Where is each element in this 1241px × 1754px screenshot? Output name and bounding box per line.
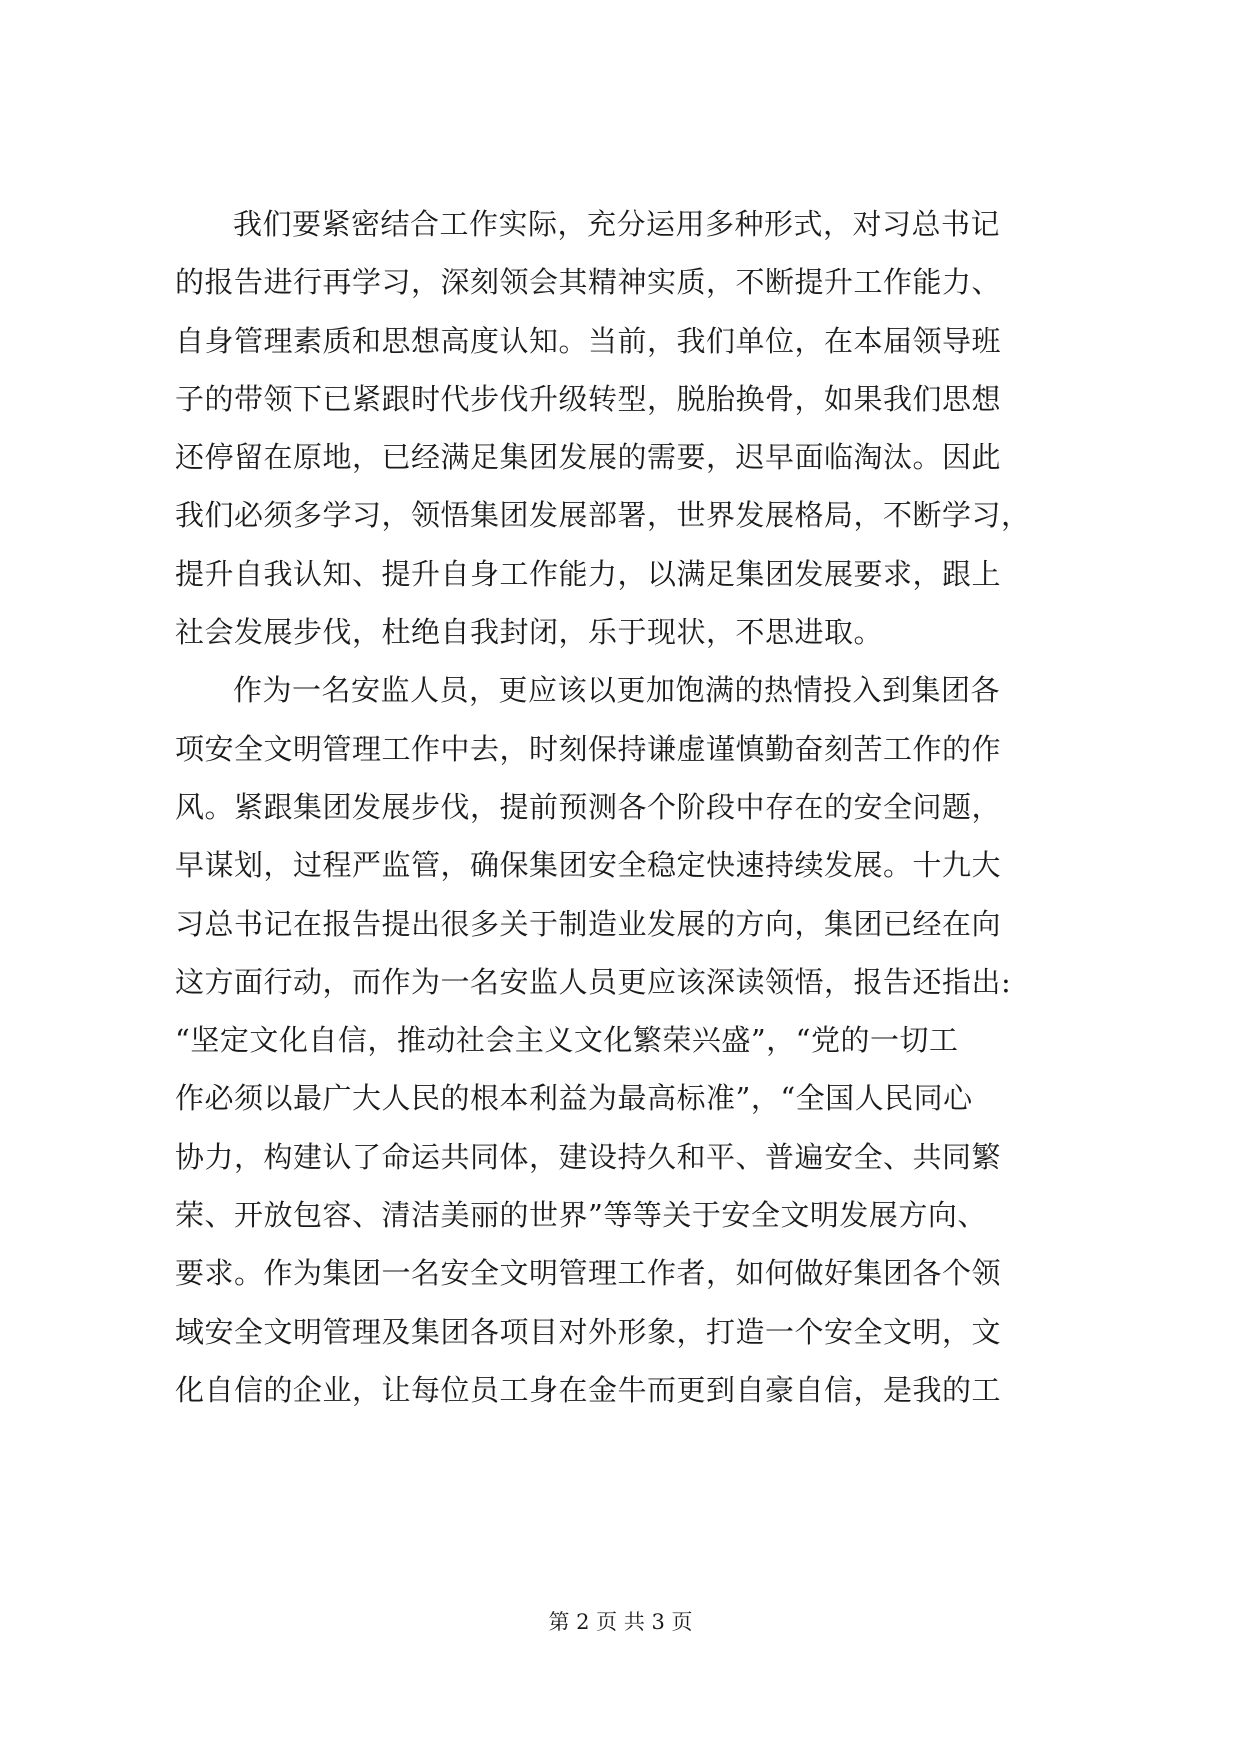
text-line: 还停留在原地，已经满足集团发展的需要，迟早面临淘汰。因此 [175, 440, 1002, 475]
text-line: 子的带领下已紧跟时代步伐升级转型，脱胎换骨，如果我们思想 [175, 381, 1002, 416]
text-line: “坚定文化自信，推动社会主义文化繁荣兴盛”，“党的一切工 [175, 1023, 959, 1058]
text-line: 我们必须多学习，领悟集团发展部署，世界发展格局，不断学习， [175, 498, 1031, 533]
text-line: 我们要紧密结合工作实际，充分运用多种形式，对习总书记 [233, 207, 1001, 241]
document-body [175, 195, 1065, 1419]
text-line: 社会发展步伐，杜绝自我封闭，乐于现状，不思进取。 [175, 615, 884, 650]
page-number-footer: 第 2 页 共 3 页 [548, 1610, 693, 1634]
text-line: 作必须以最广大人民的根本利益为最高标准”，“全国人民同心 [175, 1081, 973, 1116]
text-line: 提升自我认知、提升自身工作能力，以满足集团发展要求，跟上 [175, 556, 1002, 591]
text-line: 自身管理素质和思想高度认知。当前，我们单位，在本届领导班 [175, 323, 1002, 358]
text-line: 项安全文明管理工作中去，时刻保持谦虚谨慎勤奋刻苦工作的作 [175, 731, 1002, 766]
text-line: 协力，构建认了命运共同体，建设持久和平、普遍安全、共同繁 [175, 1139, 1002, 1174]
text-line: 荣、开放包容、清洁美丽的世界”等等关于安全文明发展方向、 [175, 1198, 987, 1233]
text-line: 作为一名安监人员，更应该以更加饱满的热情投入到集团各 [233, 673, 1001, 708]
text-line: 风。紧跟集团发展步伐，提前预测各个阶段中存在的安全问题， [175, 789, 1002, 824]
text-line: 要求。作为集团一名安全文明管理工作者，如何做好集团各个领 [175, 1256, 1002, 1291]
text-line: 化自信的企业，让每位员工身在金牛而更到自豪自信，是我的工 [175, 1372, 1002, 1407]
text-line: 习总书记在报告提出很多关于制造业发展的方向，集团已经在向 [175, 906, 1002, 941]
text-line: 域安全文明管理及集团各项目对外形象，打造一个安全文明，文 [175, 1314, 1002, 1349]
text-line: 这方面行动，而作为一名安监人员更应该深读领悟，报告还指出: [175, 964, 1012, 999]
text-line: 早谋划，过程严监管，确保集团安全稳定快速持续发展。十九大 [175, 848, 1002, 883]
text-line: 的报告进行再学习，深刻领会其精神实质，不断提升工作能力、 [175, 265, 1002, 300]
